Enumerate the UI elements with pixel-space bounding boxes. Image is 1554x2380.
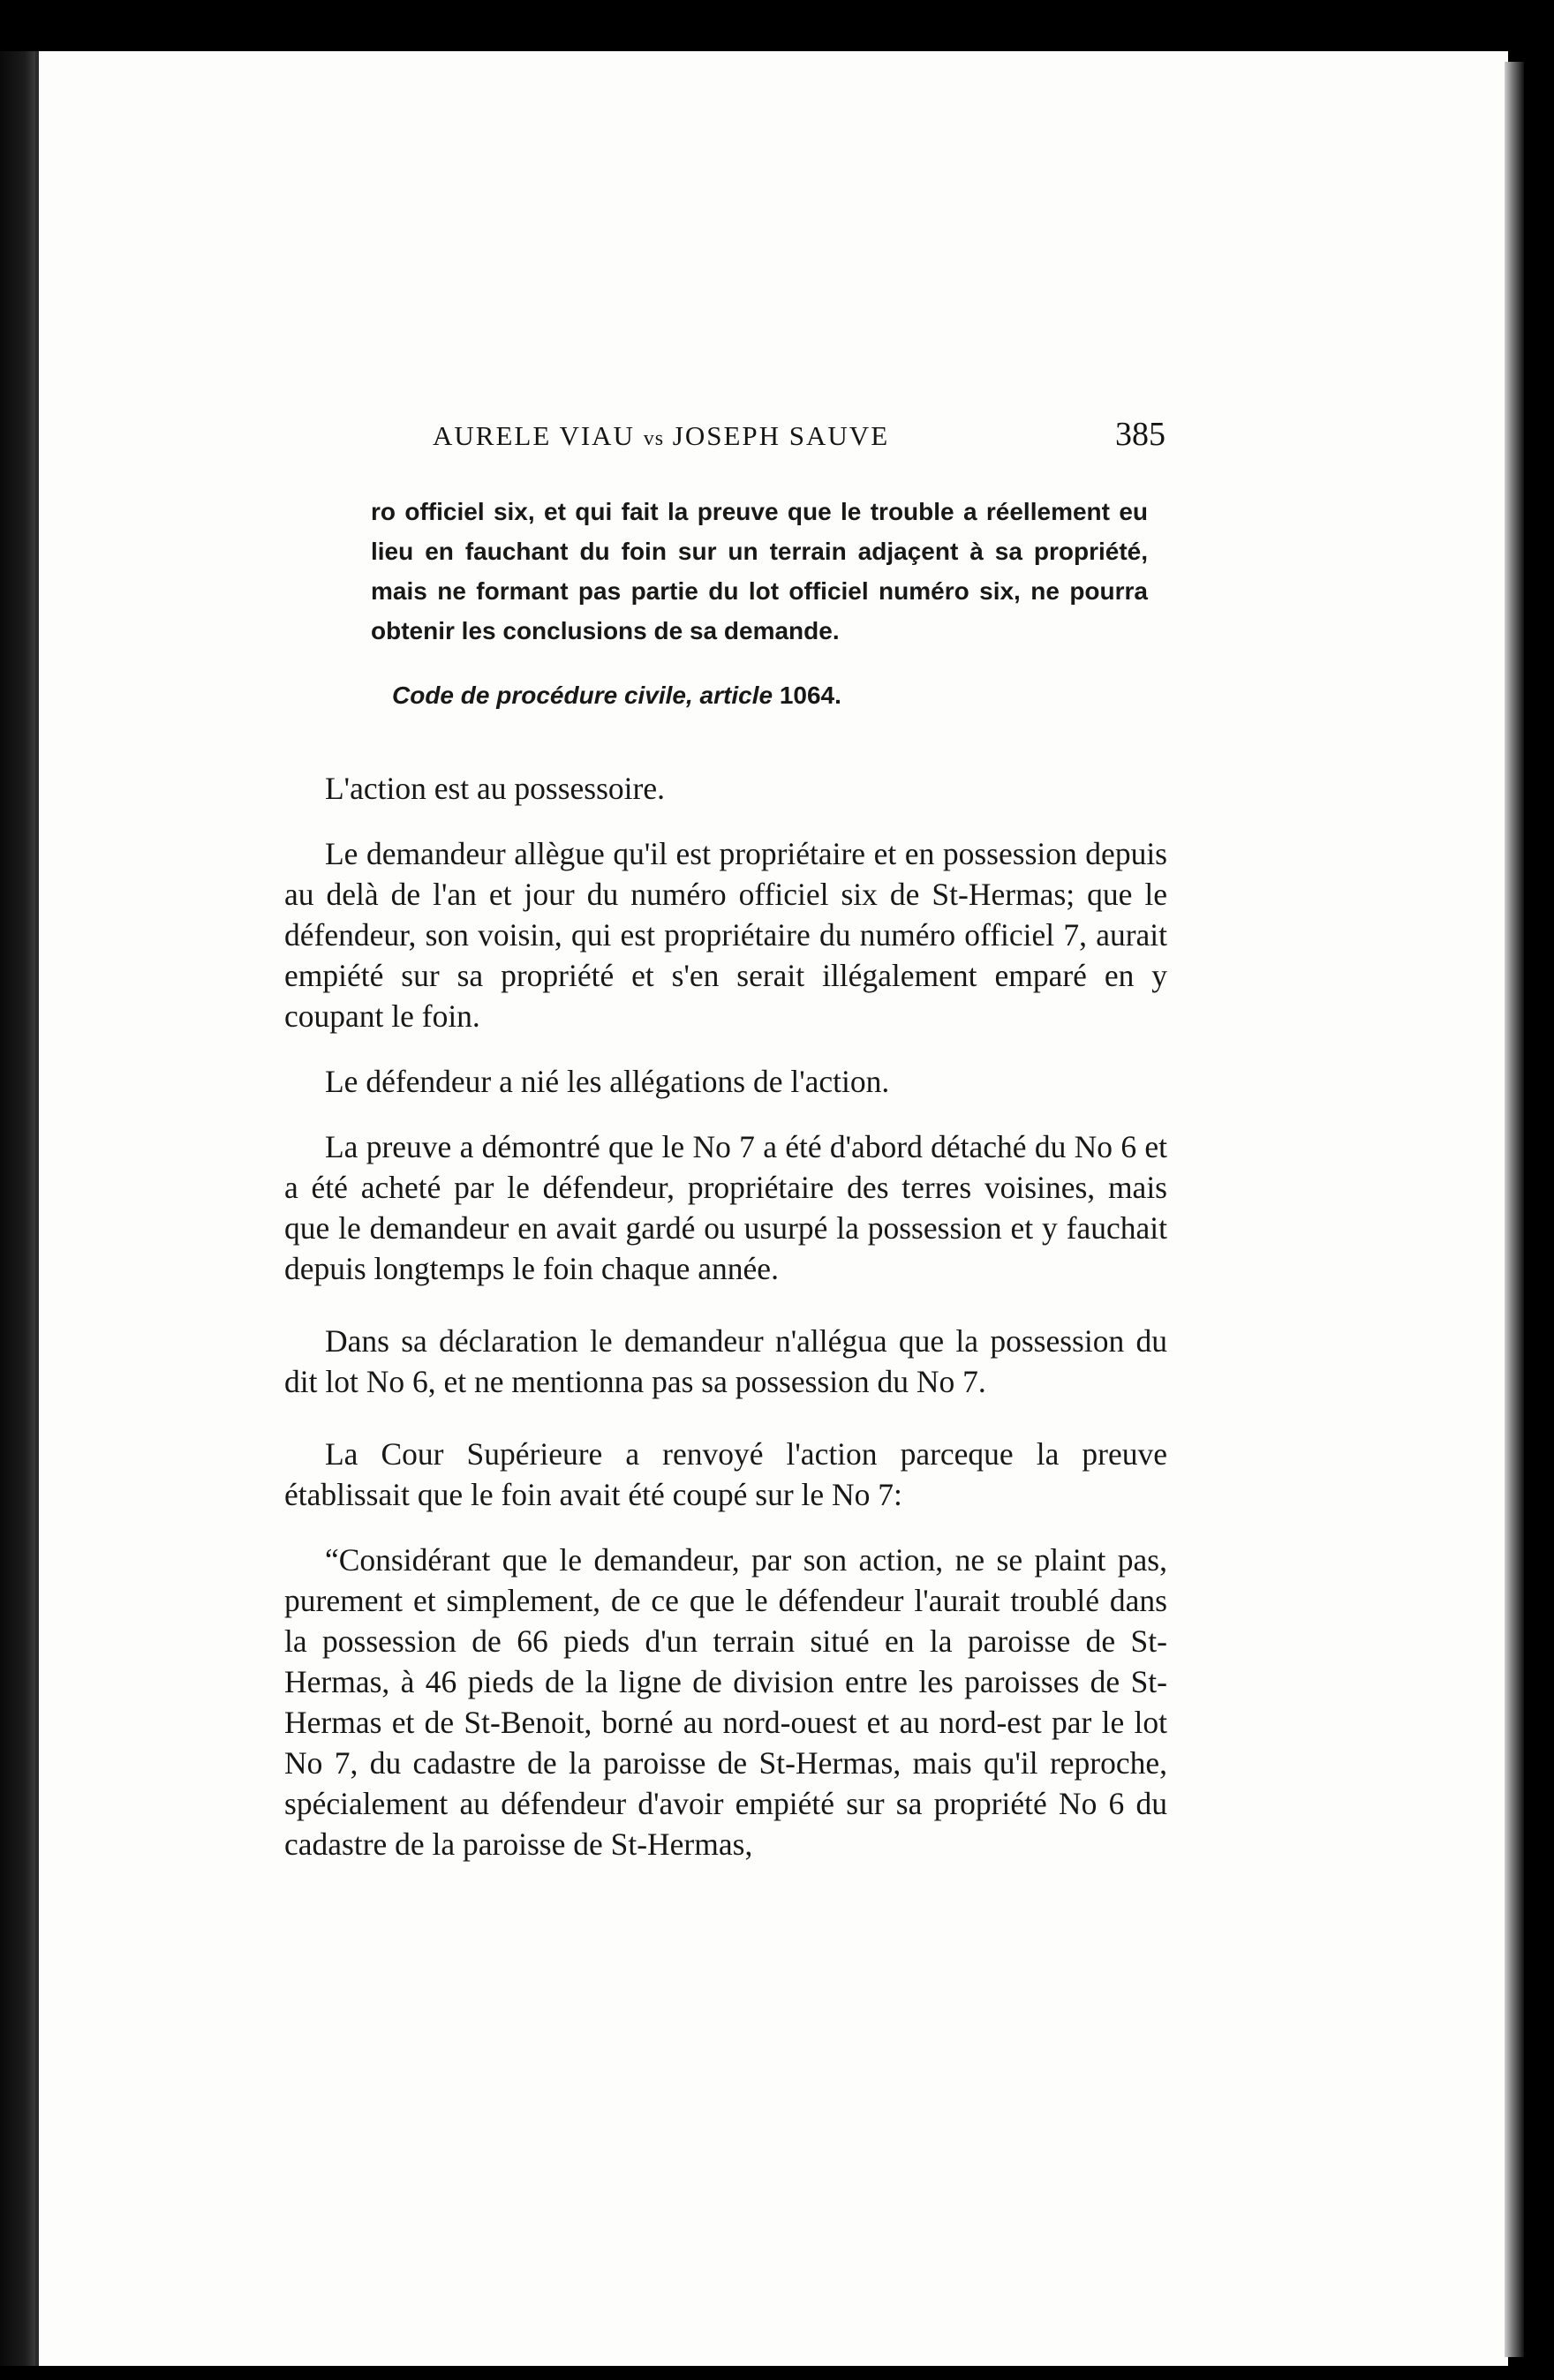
page-number: 385	[1115, 416, 1166, 453]
body-paragraph: Le défendeur a nié les allégations de l'action.	[325, 1064, 890, 1099]
citation-number: 1064.	[779, 682, 841, 709]
running-title	[433, 420, 889, 452]
citation-text: Code de procédure civile, article	[392, 682, 773, 709]
page-edge-shadow	[1505, 62, 1524, 2357]
body-paragraph: La preuve a démontré que le No 7 a été d'abord détaché du No 6 et a été acheté par le défendeur, propriétaire des terres voisines, mais que le demandeur en avait gardé ou usurpé la possession et y fauchait depuis longtemps le foin chaque année.	[284, 1129, 1167, 1286]
body-paragraph: La Cour Supérieure a renvoyé l'action parceque la preuve établissait que le foin avait été coupé sur le No 7:	[284, 1436, 1167, 1512]
running-title-defendant: JOSEPH SAUVE	[672, 420, 890, 451]
body-paragraph-quote: “Considérant que le demandeur, par son action, ne se plaint pas, purement et simplement, de ce que le défendeur l'aurait troublé dans la possession de 66 pieds d'un terrain situé en la paroisse de St-Hermas, à 46 pieds de la ligne de division entre les paroisses de St-Hermas et de St-Benoit, borné au nord-ouest et au nord-est par le lot No 7, du cadastre de la paroisse de St-Hermas, mais qu'il reproche, spécialement au défendeur d'avoir empiété sur sa propriété No 6 du cadastre de la paroisse de St-Hermas,	[284, 1542, 1167, 1862]
running-header	[433, 415, 1166, 454]
headnote-citation	[371, 675, 1167, 715]
body-paragraph: Dans sa déclaration le demandeur n'allégua que la possession du dit lot No 6, et ne mentionna pas sa possession du No 7.	[284, 1323, 1167, 1399]
body-paragraph: L'action est au possessoire.	[325, 771, 665, 806]
body-paragraph: Le demandeur allègue qu'il est propriétaire et en possession depuis au delà de l'an et jour du numéro officiel six de St-Hermas; que le défendeur, son voisin, qui est propriétaire du numéro officiel 7, aurait empiété sur sa propriété et s'en serait illégalement emparé en y coupant le foin.	[284, 836, 1167, 1034]
book-spine-shadow	[0, 51, 35, 2366]
running-title-vs: vs	[643, 427, 665, 450]
headnote: ro officiel six, et qui fait la preuve que le trouble a réellement eu lieu en fauchant du foin sur un terrain adjaçent à sa propriété, mais ne formant pas partie du lot officiel numéro six, ne pourra obtenir les conclusions de sa demande.	[371, 498, 1148, 644]
page-content	[284, 481, 1167, 1864]
running-title-plaintiff: AURELE VIAU	[433, 420, 635, 451]
